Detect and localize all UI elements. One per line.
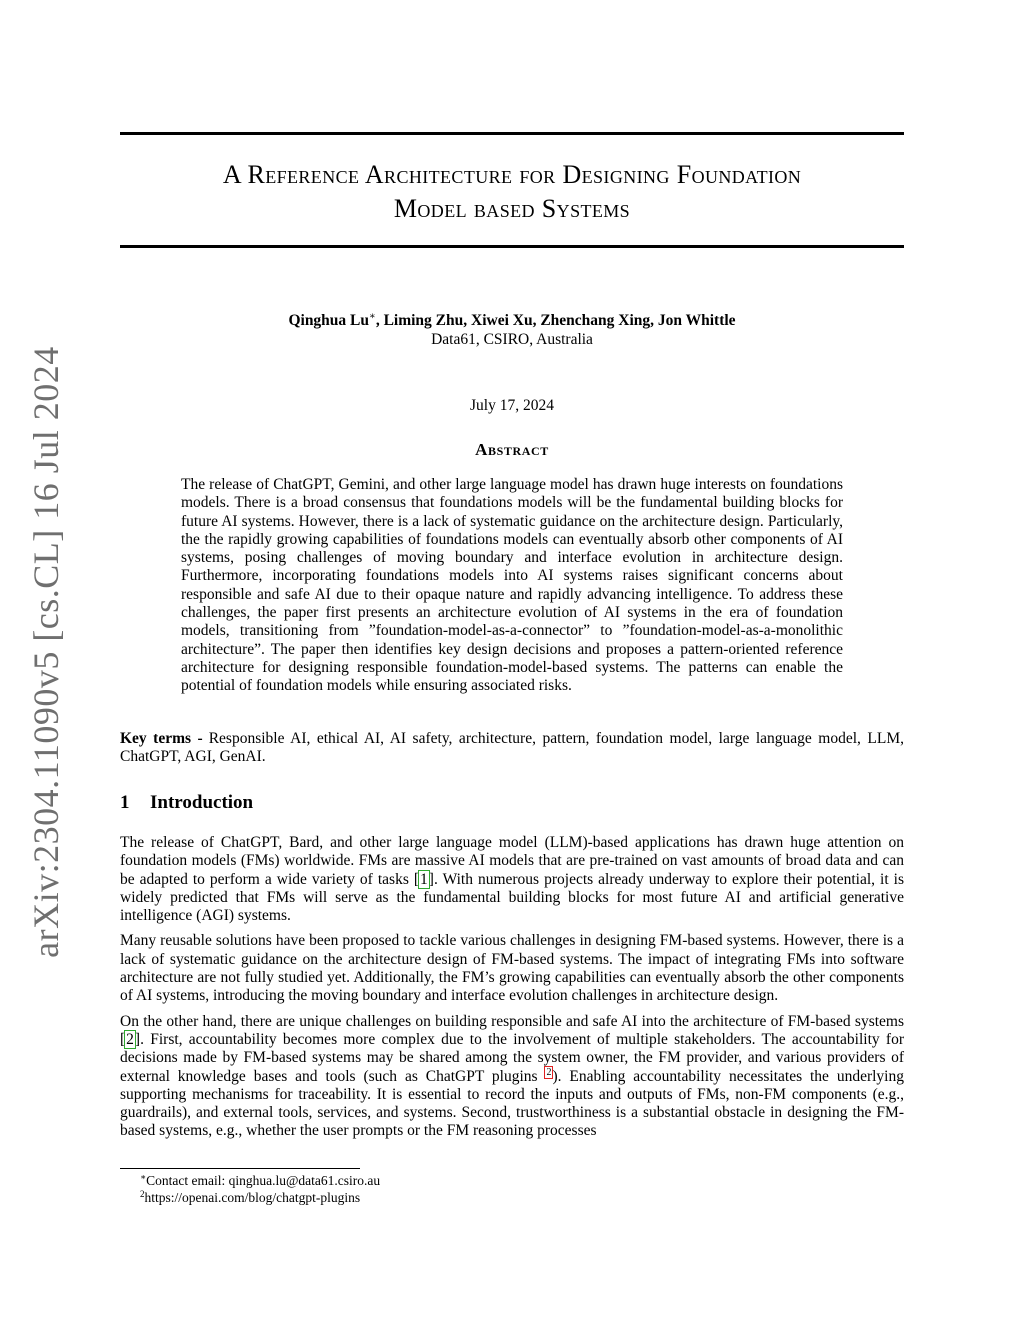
title-rule-bottom xyxy=(120,245,904,248)
introduction-body xyxy=(120,834,904,1148)
footnote-1-text: Contact email: qinghua.lu@data61.csiro.au xyxy=(146,1173,381,1188)
footnote-link-2[interactable]: 2 xyxy=(546,1066,552,1078)
title-line-2: Model based Systems xyxy=(393,194,631,223)
citation-2-number: 2 xyxy=(126,1030,134,1048)
first-author-footnote-mark[interactable]: ∗ xyxy=(369,311,376,322)
paper-title xyxy=(120,158,904,226)
abstract-text: The release of ChatGPT, Gemini, and other large language model has drawn huge interests on foundations models. There is a broad consensus that foundations models will be the fundamental building blocks for future AI systems. However, there is a lack of systematic guidance on the architecture design. Particularly, the the rapidly growing capabilities of foundations models can eventually absorb other components of AI systems, posing challenges of moving boundary and interface evolution in architecture design. Furthermore, incorporating foundations models into AI systems raises significant concerns about responsible and safe AI due to their opaque nature and rapidly advancing intelligence. To address these challenges, the paper first presents an architecture evolution of AI systems in the era of foundation models, transitioning from ”foundation-model-as-a-connector” to ”foundation-model-as-a-monolithic architecture”. The paper then identifies key design decisions and proposes a pattern-oriented reference architecture for designing responsible foundation-model-based systems. The patterns can enable the potential of foundation models while ensuring associated risks. xyxy=(181,476,843,695)
key-terms-text: Responsible AI, ethical AI, AI safety, architecture, pattern, foundation model, large language model, LLM, ChatGPT, AGI, GenAI. xyxy=(120,730,904,766)
citation-1-number: 1 xyxy=(420,870,428,888)
key-terms-label: Key terms - xyxy=(120,730,203,747)
paragraph-3-text-a: On the other hand, there are unique challenges on building responsible and safe AI into the architecture of FM-based systems xyxy=(120,1012,904,1030)
affiliation: Data61, CSIRO, Australia xyxy=(431,331,593,348)
footnote-1-mark: ∗ xyxy=(140,1172,147,1182)
abstract-heading: Abstract xyxy=(475,440,549,459)
first-author: Qinghua Lu xyxy=(288,312,370,329)
section-number: 1 xyxy=(120,792,130,813)
publication-date: July 17, 2024 xyxy=(470,397,554,414)
key-terms xyxy=(120,730,904,767)
footnote-2-mark: 2 xyxy=(140,1189,145,1199)
citation-link-2[interactable]: [2] xyxy=(120,1030,141,1048)
title-line-1: A Reference Architecture for Designing Foundation xyxy=(222,160,802,189)
arxiv-identifier-stamp: arXiv:2304.11090v5 [cs.CL] 16 Jul 2024 xyxy=(26,346,66,958)
footnote-1 xyxy=(140,1172,380,1189)
other-authors: Liming Zhu, Xiwei Xu, Zhenchang Xing, Jon Whittle xyxy=(383,312,736,329)
footnote-2-link[interactable]: https://openai.com/blog/chatgpt-plugins xyxy=(144,1190,361,1205)
footnotes xyxy=(140,1172,380,1206)
footnote-divider xyxy=(120,1168,360,1169)
paragraph-1 xyxy=(120,834,904,925)
paragraph-3-text-b: . First, accountability becomes more complex due to the involvement of multiple stakeholders. The accountability for decisions made by FM-based systems may be shared among the system owner, the FM provider, and various providers of external knowledge bases and tools (such as ChatGPT plugins xyxy=(120,1030,904,1085)
title-rule-top xyxy=(120,132,904,135)
paragraph-1-text-b: . With numerous projects already underway to explore their potential, it is widely predicted that FMs will serve as the fundamental building blocks for most future AI and artificial generative intelligence (AGI) systems. xyxy=(120,870,904,925)
paragraph-3-text-c: ). Enabling accountability necessitates the underlying supporting mechanisms for traceability. It is essential to record the inputs and outputs of FMs, non-FM components (e.g., guardrails), and external tools, services, and systems. Second, trustworthiness is a substantial obstacle in designing the FM-based systems, e.g., whether the user prompts or the FM reasoning processes xyxy=(120,1067,904,1140)
section-heading xyxy=(120,792,253,814)
citation-link-1[interactable]: [1] xyxy=(413,870,434,888)
author-names: Qinghua Lu∗, Liming Zhu, Xiwei Xu, Zhenchang Xing, Jon Whittle xyxy=(288,311,736,329)
paragraph-1-text-a: The release of ChatGPT, Bard, and other large language model (LLM)-based applications has drawn huge attention on foundation models (FMs) worldwide. FMs are massive AI models that are pre-trained on vast amounts of broad data and can be adapted to perform a wide variety of tasks xyxy=(120,834,904,888)
section-title: Introduction xyxy=(150,792,254,813)
footnote-2 xyxy=(140,1189,380,1206)
paragraph-2: Many reusable solutions have been proposed to tackle various challenges in designing FM-based systems. However, there is a lack of systematic guidance on the architecture design of FM-based systems. The impact of integrating FMs into software architecture are not fully studied yet. Additionally, the FM’s growing capabilities can eventually absorb the other components of AI systems, introducing the moving boundary and interface evolution challenges in architecture design. xyxy=(120,932,904,1005)
paragraph-3 xyxy=(120,1013,904,1141)
author-block xyxy=(120,311,904,349)
